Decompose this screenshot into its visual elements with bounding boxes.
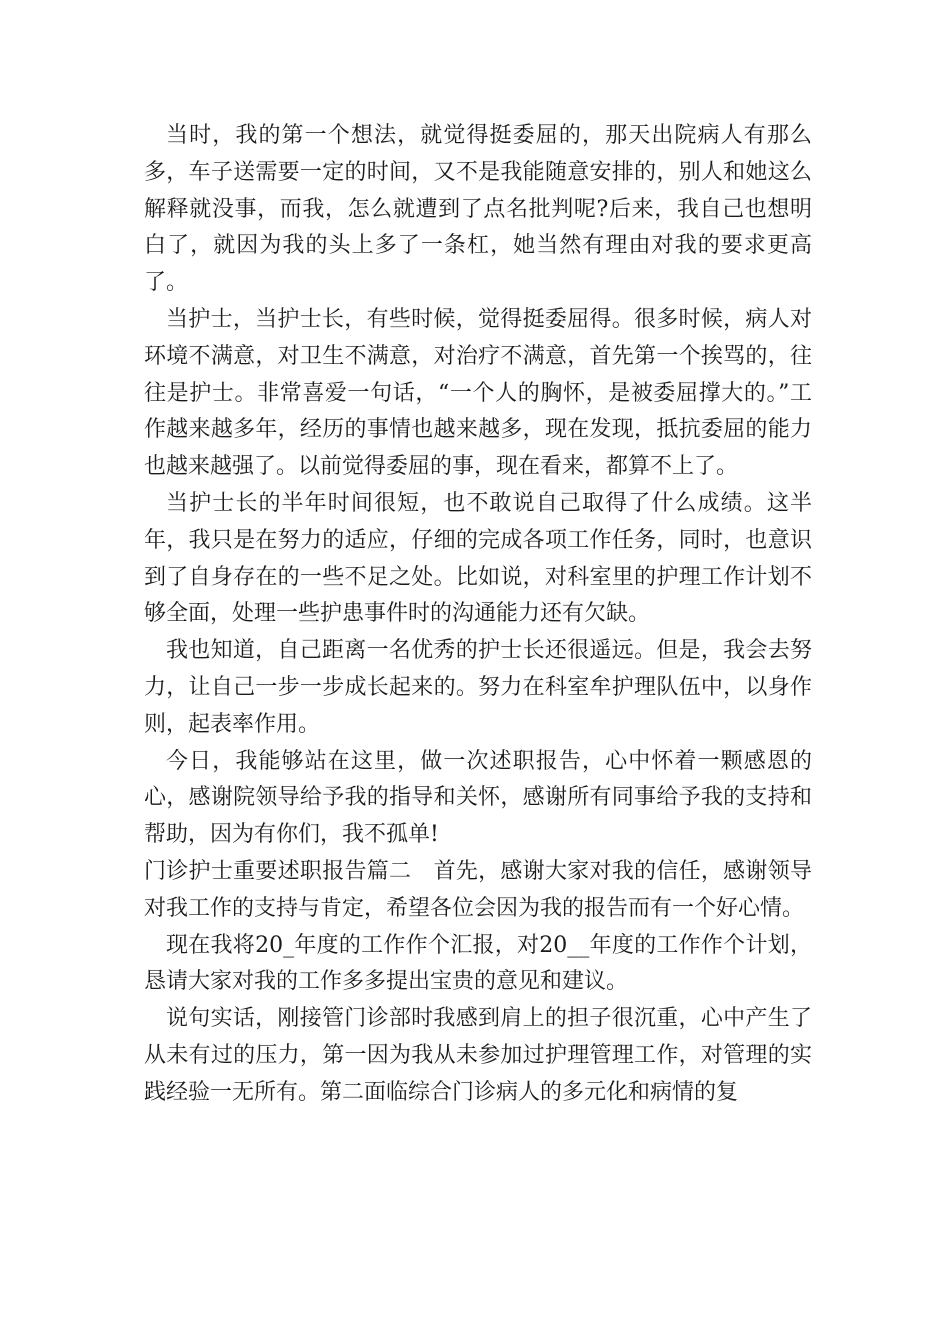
paragraph-7: 说句实话，刚接管门诊部时我感到肩上的担子很沉重，心中产生了从未有过的压力，第一因为我从未参加过护理管理工作，对管理的实践经验一无所有。第二面临综合门诊病人的多元化和病情的复 — [144, 1006, 812, 1105]
paragraph-4: 我也知道，自己距离一名优秀的护士长还很遥远。但是，我会去努力，让自己一步一步成长起来的。努力在科室牟护理队伍中，以身作则，起表率作用。 — [144, 638, 812, 737]
section-heading-text: 首先，感谢大家对我的信任，感谢领导对我工作的支持与肯定，希望各位会因为我的报告而有一个好心情。 — [144, 858, 812, 921]
paragraph-6: 现在我将20_年度的工作作个汇报，对20__年度的工作作个计划，恳请大家对我的工作多多提出宝贵的意见和建议。 — [144, 932, 812, 995]
paragraph-5: 今日，我能够站在这里，做一次述职报告，心中怀着一颗感恩的心，感谢院领导给予我的指导和关怀，感谢所有同事给予我的支持和帮助，因为有你们，我不孤单! — [144, 748, 812, 848]
paragraph-3: 当护士长的半年时间很短，也不敢说自己取得了什么成绩。这半年，我只是在努力的适应，仔细的完成各项工作任务，同时，也意识到了自身存在的一些不足之处。比如说，对科室里的护理工作计划不够全面，处理一些护患事件时的沟通能力还有欠缺。 — [144, 490, 812, 627]
section-heading: 门诊护士重要述职报告篇二 — [144, 858, 412, 884]
document-body — [144, 118, 812, 1112]
paragraph-1: 当时，我的第一个想法，就觉得挺委屈的，那天出院病人有那么多，车子送需要一定的时间，又不是我能随意安排的，别人和她这么解释就没事，而我，怎么就遭到了点名批判呢?后来，我自己也想明白了，就因为我的头上多了一条杠，她当然有理由对我的要求更高了。 — [144, 123, 812, 296]
section-paragraph — [144, 854, 812, 928]
paragraph-2: 当护士，当护士长，有些时候，觉得挺委屈得。很多时候，病人对环境不满意，对卫生不满意，对治疗不满意，首先第一个挨骂的，往往是护士。非常喜爱一句话，“一个人的胸怀，是被委屈撑大的。”工作越来越多年，经历的事情也越来越多，现在发现，抵抗委屈的能力也越来越强了。以前觉得委屈的事，现在看来，都算不上了。 — [144, 306, 812, 480]
